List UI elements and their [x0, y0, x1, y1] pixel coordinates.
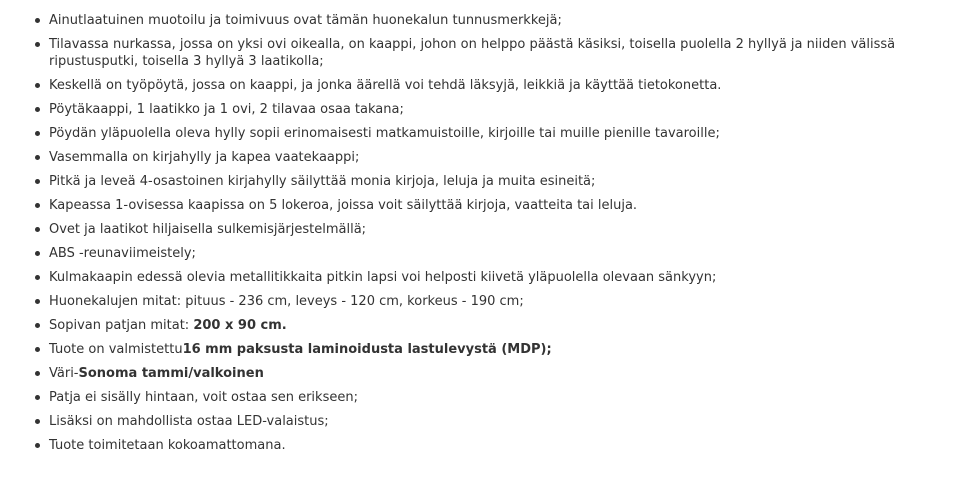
- bullet-icon: [35, 299, 40, 304]
- bullet-icon: [35, 395, 40, 400]
- feature-text: Kulmakaapin edessä olevia metallitikkaita pitkin lapsi voi helposti kiivetä yläpuolella olevaan sänkyyn;: [49, 270, 717, 285]
- feature-text: Keskellä on työpöytä, jossa on kaappi, ja jonka äärellä voi tehdä läksyjä, leikkiä ja käyttää tietokonetta.: [49, 78, 722, 93]
- list-item: [35, 341, 947, 358]
- list-item: [35, 389, 947, 406]
- bullet-icon: [35, 18, 40, 23]
- list-item: [35, 173, 947, 190]
- list-item: [35, 293, 947, 310]
- feature-bold-text: 16 mm paksusta laminoidusta lastulevystä (MDP);: [182, 342, 552, 357]
- feature-text: Pöydän yläpuolella oleva hylly sopii erinomaisesti matkamuistoille, kirjoille tai muille pienille tavaroille;: [49, 126, 720, 141]
- list-item: [35, 365, 947, 382]
- feature-text: Lisäksi on mahdollista ostaa LED-valaistus;: [49, 414, 329, 429]
- feature-text: Vasemmalla on kirjahylly ja kapea vaatekaappi;: [49, 150, 360, 165]
- feature-text: Ainutlaatuinen muotoilu ja toimivuus ovat tämän huonekalun tunnusmerkkejä;: [49, 13, 562, 28]
- list-item: [35, 36, 947, 70]
- list-item: [35, 125, 947, 142]
- feature-text: Tuote on valmistettu: [49, 342, 183, 357]
- feature-text: Tilavassa nurkassa, jossa on yksi ovi oikealla, on kaappi, johon on helppo päästä käsiksi, toisella puolella 2 hyllyä ja niiden välissä ripustusputki, toisella 3 hyllyä 3 laatikolla;: [49, 37, 896, 69]
- feature-text: Huonekalujen mitat: pituus - 236 cm, leveys - 120 cm, korkeus - 190 cm;: [49, 294, 524, 309]
- feature-text: Sopivan patjan mitat:: [49, 318, 194, 333]
- list-item: [35, 221, 947, 238]
- list-item: [35, 77, 947, 94]
- bullet-icon: [35, 107, 40, 112]
- list-item: [35, 317, 947, 334]
- bullet-icon: [35, 203, 40, 208]
- bullet-icon: [35, 179, 40, 184]
- feature-text: Ovet ja laatikot hiljaisella sulkemisjärjestelmällä;: [49, 222, 367, 237]
- list-item: [35, 197, 947, 214]
- feature-bold-text: Sonoma tammi/valkoinen: [78, 366, 264, 381]
- bullet-icon: [35, 42, 40, 47]
- bullet-icon: [35, 371, 40, 376]
- bullet-icon: [35, 323, 40, 328]
- list-item: [35, 413, 947, 430]
- list-item: [35, 101, 947, 118]
- list-item: [35, 12, 947, 29]
- bullet-icon: [35, 251, 40, 256]
- bullet-icon: [35, 419, 40, 424]
- list-item: [35, 245, 947, 262]
- bullet-icon: [35, 275, 40, 280]
- bullet-icon: [35, 155, 40, 160]
- feature-bold-text: 200 x 90 cm.: [193, 318, 287, 333]
- feature-text: Väri-: [49, 366, 79, 381]
- list-item: [35, 269, 947, 286]
- list-item: [35, 437, 947, 454]
- feature-text: Pitkä ja leveä 4-osastoinen kirjahylly säilyttää monia kirjoja, leluja ja muita esineitä;: [49, 174, 596, 189]
- feature-text: Tuote toimitetaan kokoamattomana.: [49, 438, 286, 453]
- bullet-icon: [35, 347, 40, 352]
- bullet-icon: [35, 443, 40, 448]
- feature-text: ABS -reunaviimeistely;: [49, 246, 196, 261]
- product-feature-list: [35, 12, 947, 461]
- bullet-icon: [35, 227, 40, 232]
- feature-text: Pöytäkaappi, 1 laatikko ja 1 ovi, 2 tilavaa osaa takana;: [49, 102, 404, 117]
- feature-text: Patja ei sisälly hintaan, voit ostaa sen erikseen;: [49, 390, 358, 405]
- bullet-icon: [35, 83, 40, 88]
- bullet-icon: [35, 131, 40, 136]
- feature-text: Kapeassa 1-ovisessa kaapissa on 5 lokeroa, joissa voit säilyttää kirjoja, vaatteita tai leluja.: [49, 198, 638, 213]
- list-item: [35, 149, 947, 166]
